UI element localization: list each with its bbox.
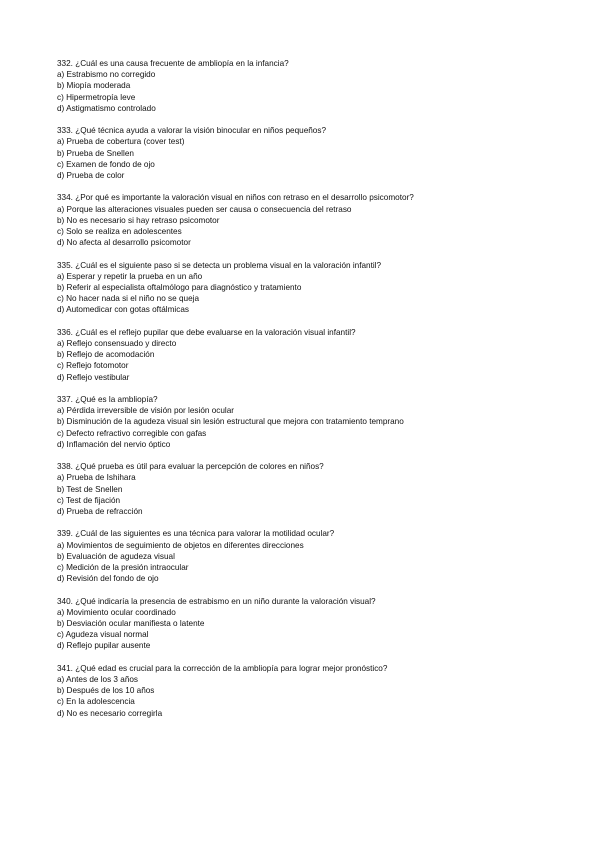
answer-option: c) En la adolescencia: [57, 697, 135, 707]
question-text: 340. ¿Qué indicaría la presencia de estrabismo en un niño durante la valoración visual?: [57, 596, 376, 606]
answer-option: c) Solo se realiza en adolescentes: [57, 227, 182, 237]
answer-option: b) Reflejo de acomodación: [57, 350, 155, 360]
question-block: [57, 125, 557, 181]
answer-option: c) Hipermetropía leve: [57, 92, 136, 102]
question-text: 333. ¿Qué técnica ayuda a valorar la visión binocular en niños pequeños?: [57, 126, 326, 136]
question-block: [57, 260, 557, 316]
question-block: [57, 327, 557, 383]
answer-option: c) No hacer nada si el niño no se queja: [57, 294, 200, 304]
answer-option: c) Agudeza visual normal: [57, 630, 149, 640]
answer-option: a) Prueba de cobertura (cover test): [57, 137, 185, 147]
answer-option: d) No es necesario corregirla: [57, 708, 163, 718]
answer-option: a) Pérdida irreversible de visión por lesión ocular: [57, 406, 235, 416]
answer-option: d) No afecta al desarrollo psicomotor: [57, 238, 191, 248]
answer-option: c) Medición de la presión intraocular: [57, 563, 189, 573]
answer-option: d) Reflejo vestibular: [57, 372, 130, 382]
answer-option: a) Estrabismo no corregido: [57, 70, 156, 80]
answer-option: b) Miopía moderada: [57, 81, 131, 91]
answer-option: b) Test de Snellen: [57, 484, 123, 494]
answer-option: d) Automedicar con gotas oftálmicas: [57, 305, 189, 315]
answer-option: d) Prueba de refracción: [57, 507, 143, 517]
question-text: 337. ¿Qué es la ambliopía?: [57, 395, 158, 405]
question-block: [57, 192, 557, 248]
answer-option: b) Desviación ocular manifiesta o latente: [57, 619, 205, 629]
answer-option: b) Después de los 10 años: [57, 686, 155, 696]
answer-option: a) Prueba de Ishihara: [57, 473, 136, 483]
question-text: 335. ¿Cuál es el siguiente paso si se detecta un problema visual en la valoración infantil?: [57, 260, 382, 270]
question-list: [57, 58, 557, 730]
question-block: [57, 394, 557, 450]
answer-option: c) Reflejo fotomotor: [57, 361, 129, 371]
question-block: [57, 663, 557, 719]
question-text: 332. ¿Cuál es una causa frecuente de ambliopía en la infancia?: [57, 59, 289, 68]
answer-option: d) Revisión del fondo de ojo: [57, 574, 159, 584]
question-text: 334. ¿Por qué es importante la valoración visual en niños con retraso en el desarrollo psicomotor?: [57, 193, 414, 203]
answer-option: a) Movimientos de seguimiento de objetos en diferentes direcciones: [57, 540, 304, 550]
answer-option: b) Prueba de Snellen: [57, 148, 134, 158]
answer-option: c) Examen de fondo de ojo: [57, 159, 155, 169]
answer-option: d) Inflamación del nervio óptico: [57, 439, 171, 449]
answer-option: d) Astigmatismo controlado: [57, 103, 156, 113]
answer-option: a) Esperar y repetir la prueba en un año: [57, 271, 203, 281]
answer-option: a) Antes de los 3 años: [57, 675, 139, 685]
question-text: 339. ¿Cuál de las siguientes es una técnica para valorar la motilidad ocular?: [57, 529, 335, 539]
question-text: 341. ¿Qué edad es crucial para la corrección de la ambliopía para lograr mejor pronóstico?: [57, 663, 388, 673]
answer-option: b) Evaluación de agudeza visual: [57, 551, 175, 561]
question-text: 336. ¿Cuál es el reflejo pupilar que debe evaluarse en la valoración visual infantil?: [57, 327, 356, 337]
answer-option: b) Disminución de la agudeza visual sin lesión estructural que mejora con tratamiento temprano: [57, 417, 404, 427]
answer-option: b) No es necesario si hay retraso psicomotor: [57, 215, 220, 225]
answer-option: d) Prueba de color: [57, 171, 125, 181]
answer-option: b) Referir al especialista oftalmólogo para diagnóstico y tratamiento: [57, 283, 302, 293]
question-block: [57, 596, 557, 652]
question-block: [57, 528, 557, 584]
question-text: 338. ¿Qué prueba es útil para evaluar la percepción de colores en niños?: [57, 462, 324, 472]
answer-option: c) Defecto refractivo corregible con gafas: [57, 428, 207, 438]
answer-option: a) Porque las alteraciones visuales pueden ser causa o consecuencia del retraso: [57, 204, 352, 214]
question-block: [57, 461, 557, 517]
question-block: [57, 58, 557, 114]
answer-option: c) Test de fijación: [57, 495, 121, 505]
answer-option: a) Movimiento ocular coordinado: [57, 607, 176, 617]
answer-option: d) Reflejo pupilar ausente: [57, 641, 151, 651]
answer-option: a) Reflejo consensuado y directo: [57, 339, 177, 349]
